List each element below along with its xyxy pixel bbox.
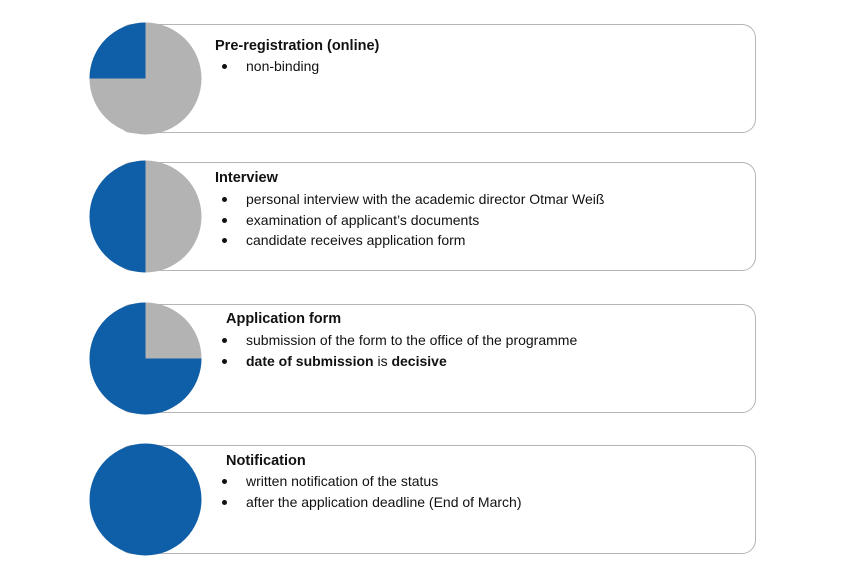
list-item: written notification of the status: [219, 471, 522, 492]
list-item: after the application deadline (End of March): [219, 492, 522, 513]
bullet-icon: [222, 500, 227, 505]
bullet-icon: [222, 479, 227, 484]
list-item: submission of the form to the office of the programme: [219, 330, 577, 351]
bullet-icon: [222, 218, 227, 223]
step-title: Notification: [226, 453, 306, 469]
bullet-icon: [222, 359, 227, 364]
bullet-icon: [222, 238, 227, 243]
list-item: date of submission is decisive: [219, 351, 577, 372]
list-item: personal interview with the academic director Otmar Weiß: [219, 189, 604, 210]
pie-filled-slice: [90, 23, 146, 79]
bullet-list: [219, 471, 522, 512]
emphasis-text: decisive: [391, 352, 447, 369]
bullet-icon: [222, 197, 227, 202]
step-title: Application form: [226, 311, 342, 327]
bullet-list: [219, 189, 604, 251]
bullet-icon: [222, 338, 227, 343]
list-item: non-binding: [219, 56, 319, 77]
step-title: Interview: [215, 170, 278, 186]
step-card: [118, 24, 756, 133]
bullet-list: [219, 56, 319, 77]
list-item: examination of applicant’s documents: [219, 210, 604, 231]
emphasis-text: date of submission: [246, 352, 374, 369]
progress-pie: [89, 302, 202, 415]
progress-pie: [89, 160, 202, 273]
pie-filled-slice: [90, 161, 146, 273]
bullet-list: [219, 330, 577, 371]
progress-pie: [89, 22, 202, 135]
pie-background: [90, 444, 202, 556]
progress-pie: [89, 443, 202, 556]
step-title: Pre-registration (online): [215, 38, 380, 54]
bullet-icon: [222, 64, 227, 69]
list-item: candidate receives application form: [219, 230, 604, 251]
